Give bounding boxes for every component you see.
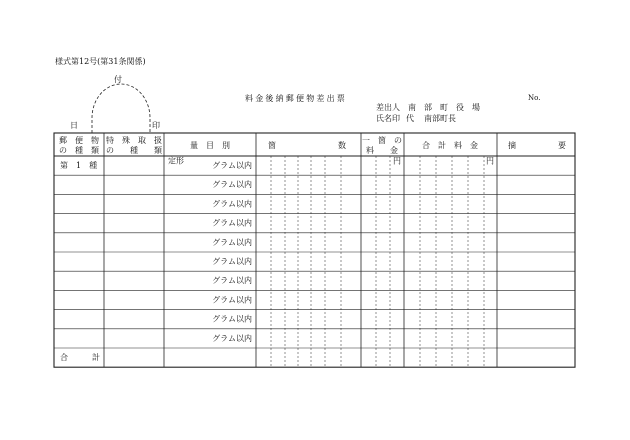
row-weight-label: グラム以内 (212, 257, 252, 266)
header-mail-type-sub: の 種 類 (59, 146, 99, 155)
document-title: 料金後納郵便物差出票 (245, 94, 347, 103)
header-count-left: 箇 (268, 141, 276, 150)
row-weight-label: グラム以内 (212, 199, 252, 209)
header-unit-price-sub: 料 金 (366, 146, 398, 155)
row-weight-label: グラム以内 (212, 295, 252, 305)
header-remarks-left: 摘 (508, 141, 516, 150)
row-weight-label: グラム以内 (212, 161, 252, 170)
header-remarks-right: 要 (558, 141, 566, 150)
representative-label: 代 (406, 114, 414, 123)
header-count-right: 数 (338, 141, 346, 150)
row-weight-label: グラム以内 (212, 180, 252, 190)
row-weight-label: グラム以内 (212, 276, 252, 286)
header-total-charge: 合 計 料 金 (422, 141, 478, 150)
stamp-label-left: 日 (70, 121, 78, 130)
sender-label: 差出人 (376, 103, 400, 112)
seal-label: 氏名印 (376, 114, 400, 123)
row-grand-total: 合 計 (60, 353, 100, 362)
form-number: 様式第12号(第31条関係) (55, 57, 146, 66)
row-weight-label: グラム以内 (212, 333, 252, 343)
stamp-arc (92, 84, 150, 133)
header-unit-price: 一 箇 の (362, 136, 402, 145)
stamp-label-top: 付 (114, 75, 122, 84)
representative-name: 南部町長 (424, 114, 456, 123)
header-mail-type: 郵 便 物 (59, 136, 99, 145)
row-weight-label: グラム以内 (212, 218, 252, 228)
row-weight-label: グラム以内 (212, 314, 252, 324)
row-first-class: 第 1 種 (60, 161, 98, 170)
row-weight-label: グラム以内 (212, 237, 252, 247)
header-weight: 量 目 別 (190, 141, 230, 150)
row-standard-size-note: 定形 (168, 156, 184, 166)
header-special-handling: 特 殊 取 扱 (106, 136, 162, 145)
sender-name: 南 部 町 役 場 (408, 103, 480, 112)
stamp-label-right: 印 (152, 121, 160, 130)
row-total-yen: 円 (486, 156, 494, 166)
header-special-handling-sub: の 種 類 (106, 146, 162, 155)
number-label: No. (528, 94, 541, 102)
row-unit-yen: 円 (393, 156, 401, 166)
